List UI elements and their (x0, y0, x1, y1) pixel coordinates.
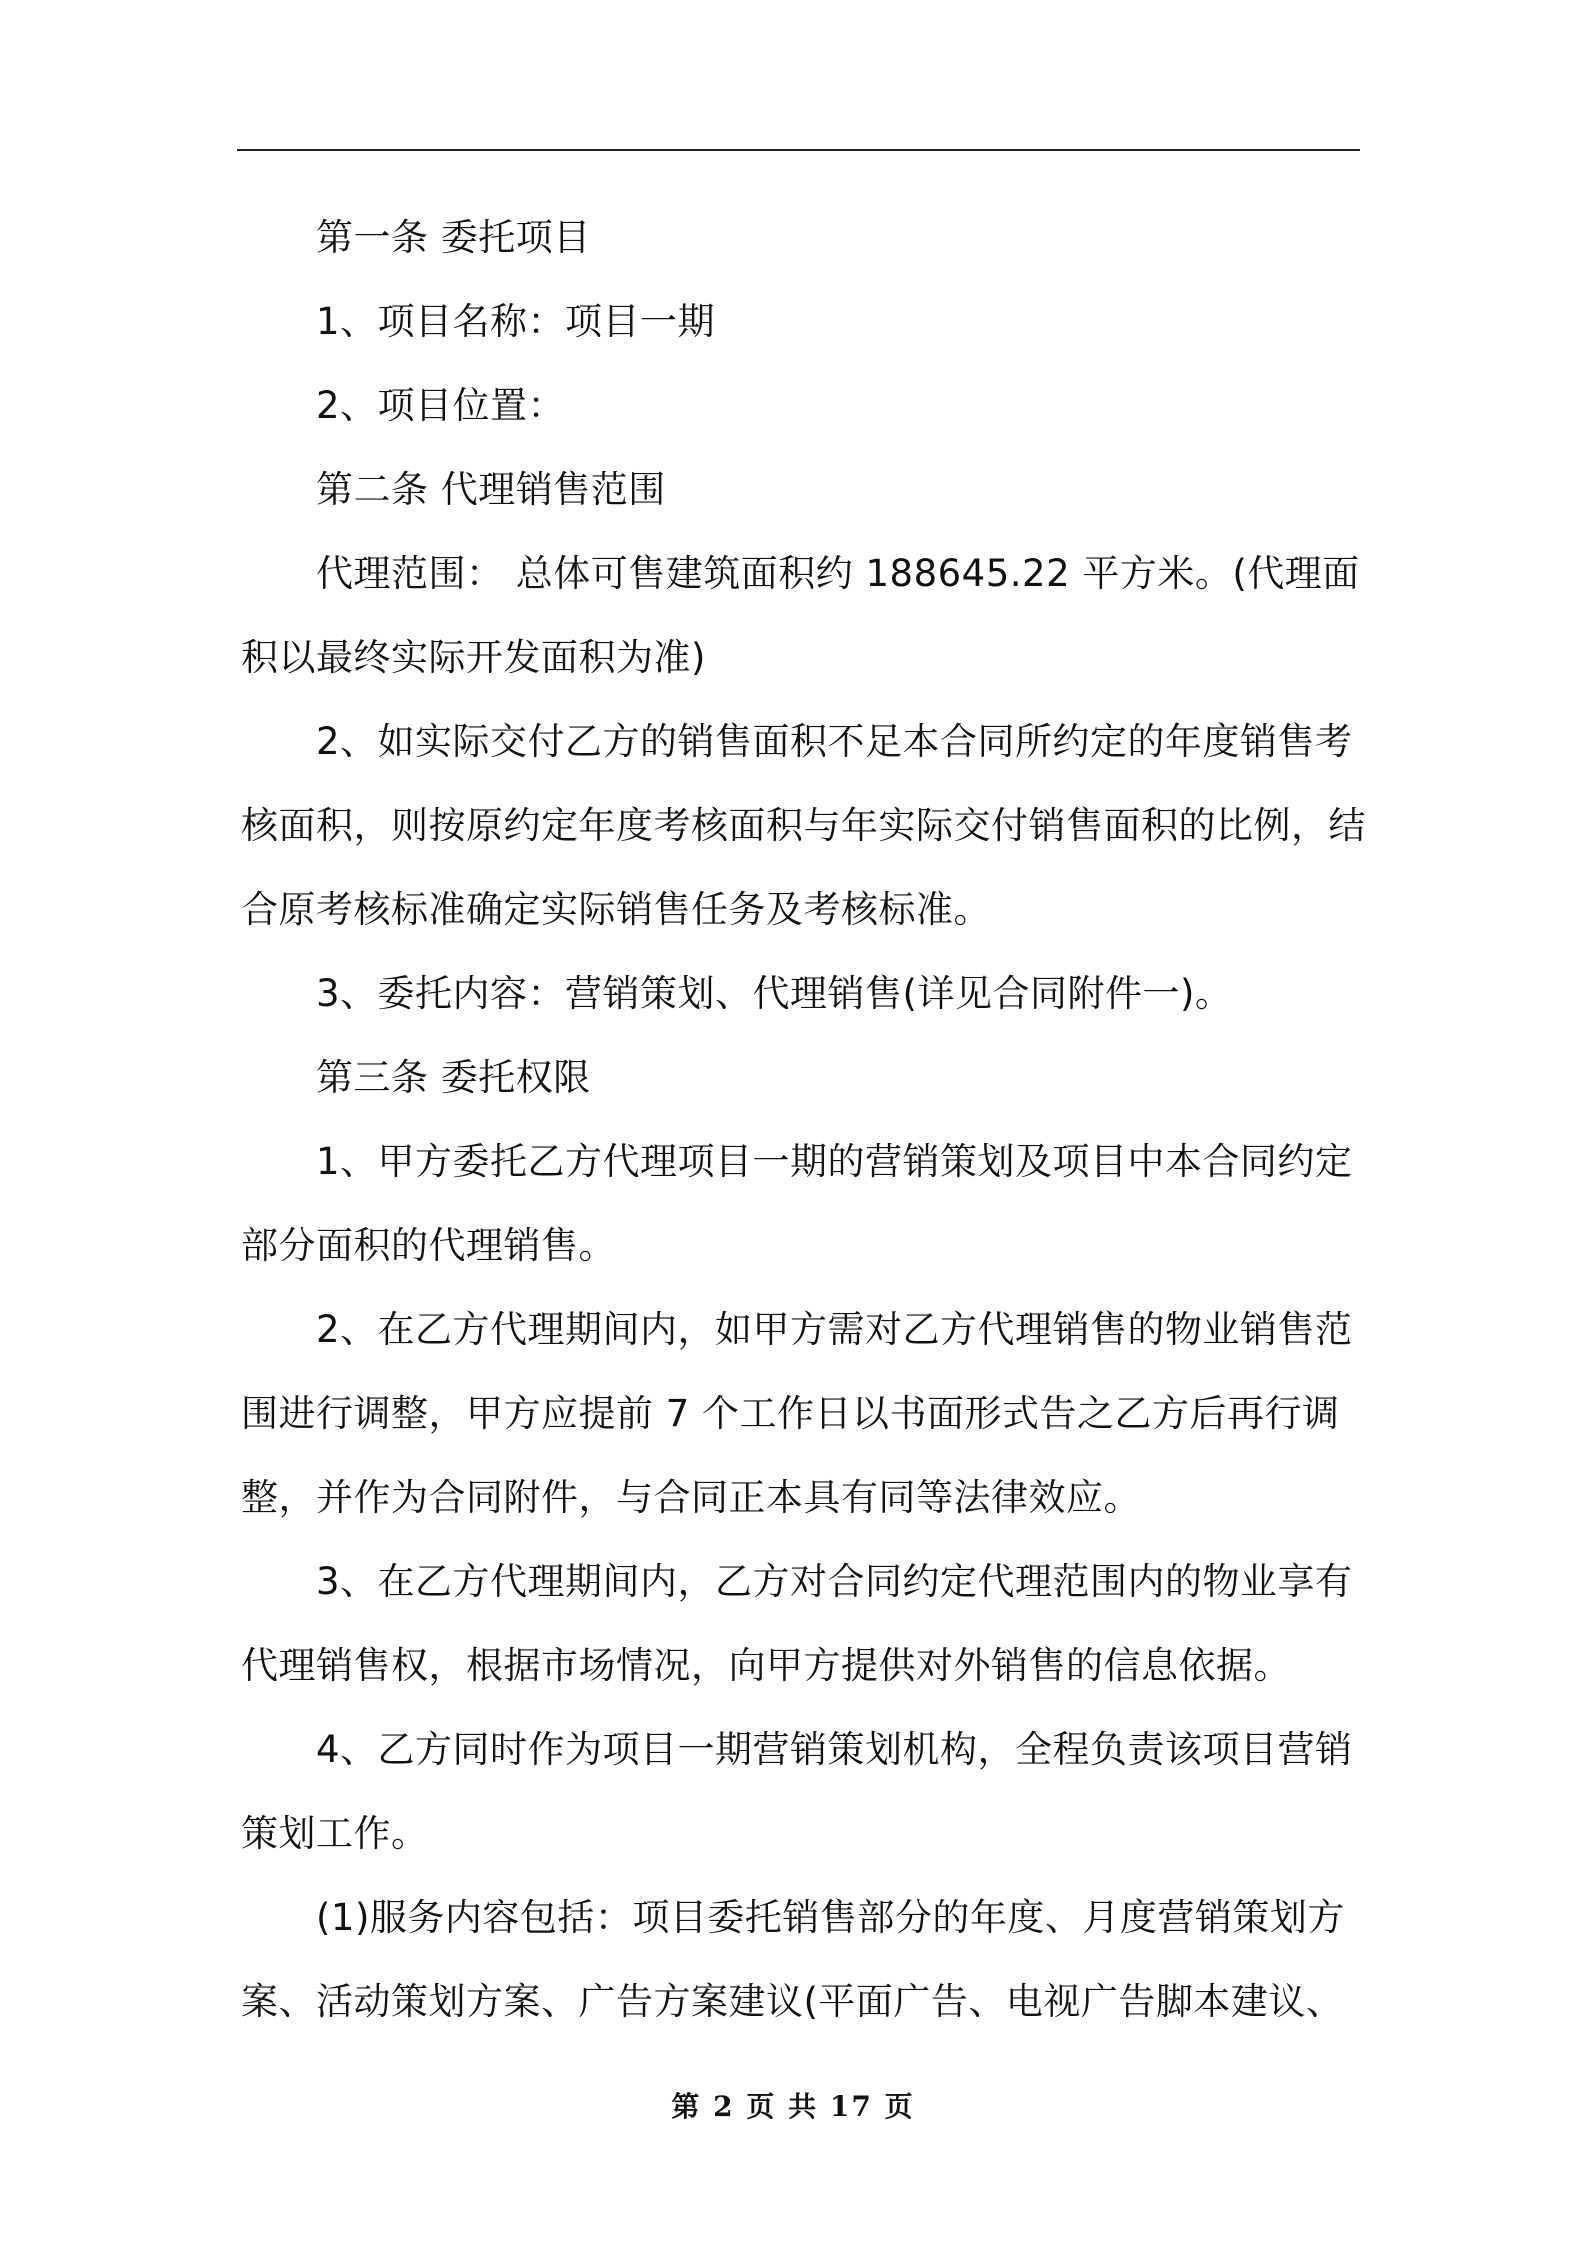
service-content: (1)服务内容包括：项目委托销售部分的年度、月度营销策划方案、活动策划方案、广告方案建议(平面广告、电视广告脚本建议、 (241, 1896, 1345, 2023)
article-1-heading: 第一条 委托项目 (316, 216, 591, 259)
document-body (241, 196, 1371, 2044)
authority-clause-3: 3、在乙方代理期间内，乙方对合同约定代理范围内的物业享有代理销售权，根据市场情况，向甲方提供对外销售的信息依据。 (241, 1560, 1353, 1687)
authority-clause-2: 2、在乙方代理期间内，如甲方需对乙方代理销售的物业销售范围进行调整，甲方应提前 7 个工作日以书面形式告之乙方后再行调整，并作为合同附件，与合同正本具有同等法律效应。 (241, 1308, 1353, 1519)
article-2-heading: 第二条 代理销售范围 (316, 468, 666, 511)
commission-content: 3、委托内容：营销策划、代理销售(详见合同附件一)。 (316, 972, 1233, 1015)
article-3-heading: 第三条 委托权限 (316, 1056, 591, 1099)
agency-scope: 代理范围： 总体可售建筑面积约 188645.22 平方米。(代理面积以最终实际开发面积为准) (241, 552, 1360, 679)
authority-clause-1: 1、甲方委托乙方代理项目一期的营销策划及项目中本合同约定部分面积的代理销售。 (241, 1140, 1353, 1267)
authority-clause-4: 4、乙方同时作为项目一期营销策划机构，全程负责该项目营销策划工作。 (241, 1728, 1353, 1855)
header-rule (237, 149, 1360, 151)
project-name: 1、项目名称：项目一期 (316, 300, 716, 343)
page-number-footer: 第 2 页 共 17 页 (671, 2090, 915, 2123)
area-shortfall-clause: 2、如实际交付乙方的销售面积不足本合同所约定的年度销售考核面积，则按原约定年度考核面积与年实际交付销售面积的比例，结合原考核标准确定实际销售任务及考核标准。 (241, 720, 1366, 931)
project-location: 2、项目位置： (316, 384, 566, 427)
